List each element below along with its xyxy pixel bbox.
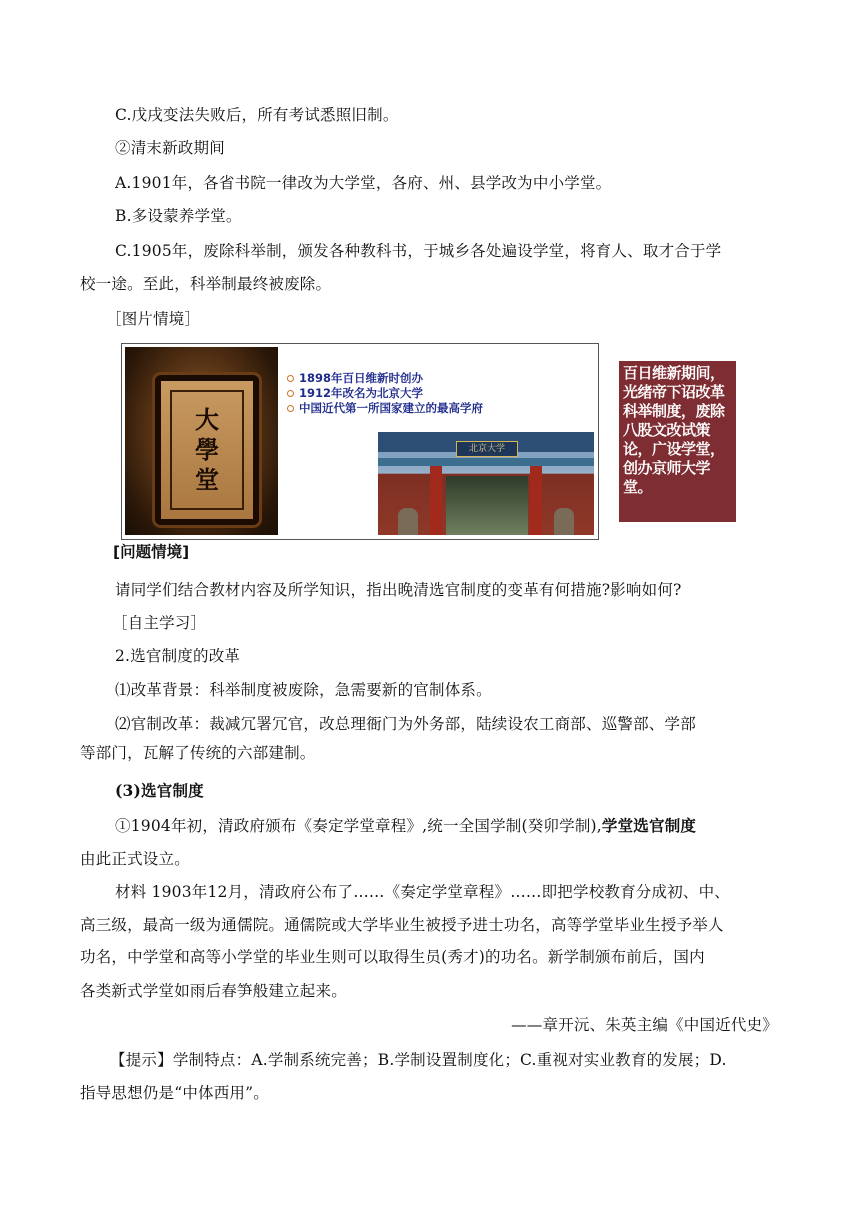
circle-bullet-icon: [287, 375, 294, 382]
plaque: [155, 375, 259, 525]
text-line: B.多设蒙养学堂。: [115, 207, 242, 225]
text-line: ⑴改革背景：科举制度被废除，急需要新的官制体系。: [115, 681, 492, 699]
circle-bullet-icon: [287, 390, 294, 397]
text-line: 校一途。至此，科举制最终被废除。: [80, 275, 332, 293]
text-line: 材料 1903年12月，清政府公布了……《奏定学堂章程》……即把学校教育分成初、中、: [115, 883, 730, 901]
figure-bullet-list: [287, 371, 483, 416]
text-line: C.1905年，废除科举制，颁发各种教科书，于城乡各处遍设学堂，将育人、取才合于学: [115, 242, 722, 260]
text-line: 各类新式学堂如雨后春笋般建立起来。: [80, 982, 347, 1000]
text-line: 2.选官制度的改革: [115, 647, 241, 665]
callout-box: 百日维新期间，光绪帝下诏改革科举制度，废除八股文改试策论，广设学堂，创办京师大学堂。: [619, 361, 736, 522]
section-heading: [问题情境]: [113, 543, 190, 561]
section-heading: ［图片情境］: [106, 310, 201, 328]
text-line: ②清末新政期间: [115, 139, 225, 157]
citation: ——章开沅、朱英主编《中国近代史》: [511, 1016, 778, 1034]
gate-sign: 北京大学: [456, 441, 518, 457]
circle-bullet-icon: [287, 405, 294, 412]
plaque-char: 學: [195, 435, 219, 464]
emphasis-text: 学堂选官制度: [601, 816, 697, 835]
text-line: 指导思想仍是“中体西用”。: [80, 1084, 269, 1102]
text-line: A.1901年，各省书院一律改为大学堂，各府、州、县学改为中小学堂。: [115, 174, 612, 192]
bullet-item: 1898年百日维新时创办: [287, 371, 483, 386]
text-line: 请同学们结合教材内容及所学知识，指出晚清选官制度的变革有何措施?影响如何?: [115, 581, 682, 599]
text-line: 等部门，瓦解了传统的六部建制。: [80, 744, 316, 762]
bullet-item: 1912年改名为北京大学: [287, 386, 483, 401]
gate-photo: [378, 432, 594, 535]
plaque-char: 堂: [195, 465, 219, 494]
text-line: 由此正式设立。: [80, 850, 190, 868]
illustration-figure: [121, 343, 599, 540]
text-line: ①1904年初，清政府颁布《奏定学堂章程》,统一全国学制(癸卯学制),学堂选官制度: [115, 816, 697, 835]
section-heading: ［自主学习］: [112, 614, 207, 632]
text-line: 高三级，最高一级为通儒院。通儒院或大学毕业生被授予进士功名，高等学堂毕业生授予举人: [80, 916, 724, 934]
plaque-char: 大: [195, 405, 219, 434]
subsection-heading: (3)选官制度: [115, 781, 204, 800]
text-line: 功名，中学堂和高等小学堂的毕业生则可以取得生员(秀才)的功名。新学制颁布前后，国内: [80, 948, 705, 966]
text-line: 【提示】学制特点：A.学制系统完善；B.学制设置制度化；C.重视对实业教育的发展；D.: [110, 1051, 727, 1069]
text-line: C.戊戌变法失败后，所有考试悉照旧制。: [115, 106, 399, 124]
text-line: ⑵官制改革：裁减冗署冗官，改总理衙门为外务部，陆续设农工商部、巡警部、学部: [115, 715, 696, 733]
plaque-photo: [125, 347, 278, 535]
bullet-item: 中国近代第一所国家建立的最高学府: [287, 401, 483, 416]
